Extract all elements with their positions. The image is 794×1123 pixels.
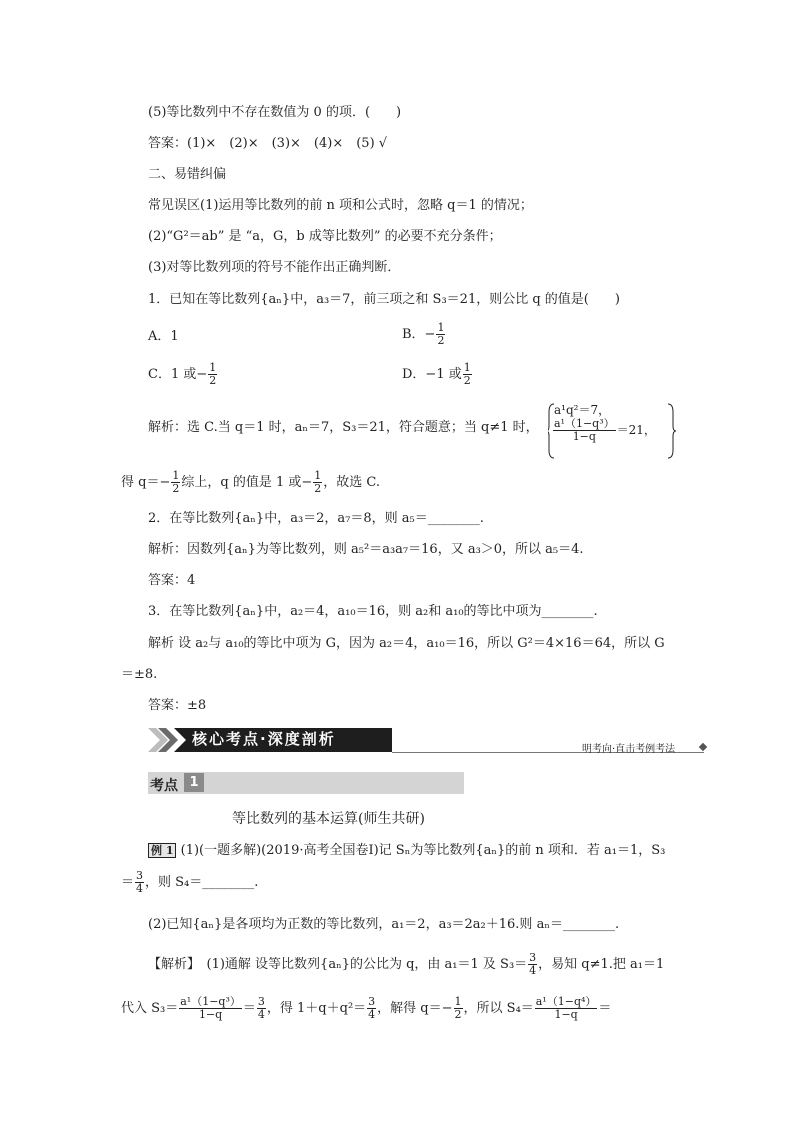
fraction-half: $\frac{1}{2}$ <box>437 321 445 347</box>
diamond-icon <box>699 743 707 751</box>
banner-subtitle: 明考向·直击考例考法 <box>582 744 676 755</box>
option-a: A．1 <box>148 329 179 344</box>
answer-line: 答案：(1)× (2)× (3)× (4)× (5) √ <box>148 136 388 151</box>
solution-1-part-c: ，故选 C. <box>323 475 380 490</box>
question-2: 2．在等比数列{aₙ}中，a₃＝2，a₇＝8，则 a₅＝________. <box>148 511 484 526</box>
answer-3: 答案：±8 <box>148 698 207 713</box>
system-row-1: a¹q²＝7， <box>554 403 611 417</box>
example-1-line-2 <box>121 870 258 895</box>
solution-line-1 <box>148 952 664 977</box>
solution-line-1-a: 【解析】 (1)通解 设等比数列{aₙ}的公比为 q，由 a₁＝1 及 S₃＝ <box>148 957 528 972</box>
option-b <box>402 322 446 347</box>
solution-line-2-e: ，所以 S₄＝ <box>463 1001 534 1016</box>
fraction-half: $\frac{1}{2}$ <box>172 469 180 495</box>
system-row-2 <box>552 418 656 443</box>
solution-line-2 <box>121 996 611 1021</box>
option-d-label: D．−1 或 <box>402 367 462 382</box>
solution-line-2-b: ＝ <box>242 1001 256 1016</box>
option-b-label: B．− <box>402 327 436 342</box>
answer-2: 答案：4 <box>148 573 196 588</box>
fraction-three-quarters: $\frac{3}{4}$ <box>368 995 376 1021</box>
solution-line-2-f: ＝ <box>598 1001 612 1016</box>
kaodian-label: 考点 <box>150 778 178 794</box>
fraction-s4-formula: $\frac{\text{a¹（1−q⁴）}}{1-q}$ <box>535 995 597 1021</box>
fraction-three-quarters: $\frac{3}{4}$ <box>257 995 265 1021</box>
example-1-line-1 <box>148 843 665 859</box>
pitfall-3: (3)对等比数列项的符号不能作出正确判断． <box>148 260 401 275</box>
option-c <box>148 362 218 387</box>
topic-title: 等比数列的基本运算(师生共研) <box>232 811 425 827</box>
fraction-three-quarters: $\frac{3}{4}$ <box>136 869 144 895</box>
solution-1-part-b: 综上，q 的值是 1 或− <box>181 475 313 490</box>
pitfall-1: 常见误区(1)运用等比数列的前 n 项和公式时，忽略 q＝1 的情况； <box>148 198 533 213</box>
solution-1-conclusion <box>121 470 380 495</box>
solution-line-2-c: ，得 1＋q＋q²＝ <box>266 1001 367 1016</box>
example-1-text: (1)(一题多解)(2019·高考全国卷Ⅰ)记 Sₙ为等比数列{aₙ}的前 n 项和．若 a₁＝1，S₃ <box>180 843 666 858</box>
example-1-tail: ，则 S₄＝________. <box>145 875 259 890</box>
question-3: 3．在等比数列{aₙ}中，a₂＝4，a₁₀＝16，则 a₂和 a₁₀的等比中项为________. <box>148 604 598 619</box>
solution-1-intro: 解析：选 C.当 q＝1 时，aₙ＝7，S₃＝21，符合题意；当 q≠1 时， <box>148 420 539 435</box>
solution-line-2-d: ，解得 q＝− <box>377 1001 453 1016</box>
fraction-half: $\frac{1}{2}$ <box>454 995 462 1021</box>
fraction-s3-formula: $\frac{\text{a¹（1−q³）}}{1-q}$ <box>180 995 241 1021</box>
solution-3: 解析 设 a₂与 a₁₀的等比中项为 G，因为 a₂＝4，a₁₀＝16，所以 G²＝4×16＝64，所以 G <box>148 636 665 651</box>
fraction-half: $\frac{1}{2}$ <box>314 469 322 495</box>
example-1-part-2: (2)已知{aₙ}是各项均为正数的等比数列，a₁＝2，a₃＝2a₂＋16.则 aₙ＝________. <box>148 917 620 932</box>
fraction-half: $\frac{1}{2}$ <box>463 361 471 387</box>
section-heading: 二、易错纠偏 <box>148 167 227 182</box>
system-fraction: $\frac{\text{a¹（1−q³）}}{1-q}$ <box>554 417 615 443</box>
option-d <box>402 362 473 387</box>
solution-1-part-a: 得 q＝− <box>121 475 171 490</box>
system-row-2-tail: ＝21， <box>616 423 656 437</box>
solution-line-2-a: 代入 S₃＝ <box>121 1001 179 1016</box>
fraction-three-quarters: $\frac{3}{4}$ <box>529 951 537 977</box>
solution-line-1-b: ，易知 q≠1.把 a₁＝1 <box>538 957 665 972</box>
example-tag: 例 1 <box>148 843 176 858</box>
kaodian-number: 1 <box>184 773 204 792</box>
solution-3-cont: ＝±8. <box>121 667 158 682</box>
solution-2: 解析：因数列{aₙ}为等比数列，则 a₅²＝a₃a₇＝16，又 a₃＞0，所以 a₅＝4. <box>148 542 584 557</box>
fraction-half: $\frac{1}{2}$ <box>209 361 217 387</box>
banner-title: 核心考点·深度剖析 <box>192 730 336 748</box>
example-1-eq: ＝ <box>121 875 135 890</box>
pitfall-2: (2)“G²＝ab” 是 “a，G，b 成等比数列” 的必要不充分条件； <box>148 229 502 244</box>
equation-system <box>548 402 676 460</box>
question-1: 1．已知在等比数列{aₙ}中，a₃＝7，前三项之和 S₃＝21，则公比 q 的值是( ) <box>148 292 620 307</box>
statement-5: (5)等比数列中不存在数值为 0 的项．( ) <box>148 105 402 120</box>
option-c-label: C．1 或− <box>148 367 208 382</box>
